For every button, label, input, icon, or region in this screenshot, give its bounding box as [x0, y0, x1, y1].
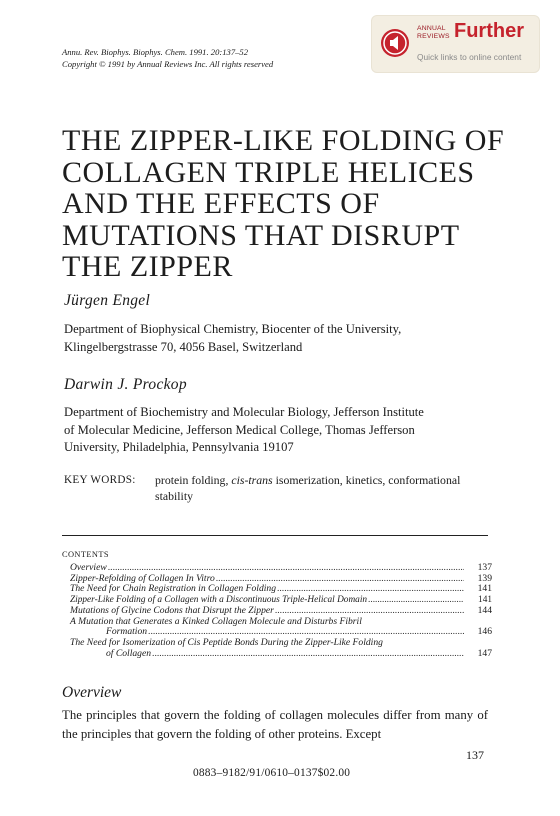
title-line: MUTATIONS THAT DISRUPT — [62, 218, 460, 252]
toc-entry[interactable]: Zipper-Like Folding of a Collagen with a Discontinuous Triple-Helical Domain ..... 141 — [62, 595, 492, 606]
toc-entry[interactable]: The Need for Chain Registration in Collagen Folding ..... 141 — [62, 584, 492, 595]
journal-citation: Annu. Rev. Biophys. Biophys. Chem. 1991. 20:137–52 — [62, 47, 249, 57]
page-number: 137 — [466, 748, 484, 762]
quick-links-label: Quick links to online content — [417, 52, 522, 62]
toc-entry[interactable]: Mutations of Glycine Codons that Disrupt the Zipper ..... 144 — [62, 606, 492, 617]
title-line: AND THE EFFECTS OF — [62, 187, 380, 220]
toc-entry[interactable]: The Need for Isomerization of Cis Peptide Bonds During the Zipper-Like Folding — [70, 636, 383, 648]
author-name: Darwin J. Prockop — [64, 376, 187, 393]
toc-entry[interactable]: A Mutation that Generates a Kinked Collagen Molecule and Disturbs Fibril — [70, 615, 362, 627]
toc-entry[interactable]: Overview ..... 137 — [62, 563, 492, 574]
title-line: COLLAGEN TRIPLE HELICES — [62, 155, 475, 189]
speaker-play-icon — [380, 28, 410, 63]
author-name: Jürgen Engel — [64, 292, 151, 309]
section-divider — [62, 535, 488, 536]
table-of-contents — [62, 563, 492, 659]
running-header — [62, 47, 273, 70]
keywords-list: protein folding, cis-trans isomerization, kinetics, conformational stability — [155, 473, 461, 503]
author-affiliation: Department of Biophysical Chemistry, Biocenter of the University, Klingelbergstrasse 70, 4056 Basel, Switzerland — [64, 322, 402, 354]
section-heading: Overview — [62, 684, 122, 701]
keywords-label: KEY WORDS: — [64, 474, 136, 486]
further-wordmark: Further — [454, 20, 524, 42]
toc-entry[interactable]: of Collagen ..... 147 — [62, 649, 492, 660]
author-affiliation: Department of Biochemistry and Molecular Biology, Jefferson Institute of Molecular Medicine, Jefferson Medical College, Thomas Jefferson University, Philadelphia, Pennsylvania 19107 — [64, 405, 424, 454]
title-line: THE ZIPPER-LIKE FOLDING OF — [62, 124, 505, 157]
contents-heading: CONTENTS — [62, 550, 109, 559]
toc-entry[interactable]: Formation ..... 146 — [62, 627, 492, 638]
copyright-notice: Copyright © 1991 by Annual Reviews Inc. All rights reserved — [62, 58, 274, 69]
body-paragraph: The principles that govern the folding of collagen molecules differ from many of the principles that govern the folding of other proteins. Except — [62, 708, 488, 741]
title-line: THE ZIPPER — [62, 250, 233, 283]
further-annual-reviews-badge[interactable] — [372, 16, 539, 72]
article-title — [62, 125, 522, 283]
document-code: 0883–9182/91/0610–0137$02.00 — [193, 767, 351, 779]
toc-entry[interactable]: Zipper-Refolding of Collagen In Vitro ..... 139 — [62, 574, 492, 585]
annual-reviews-wordmark: ANNUAL REVIEWS — [417, 25, 450, 40]
